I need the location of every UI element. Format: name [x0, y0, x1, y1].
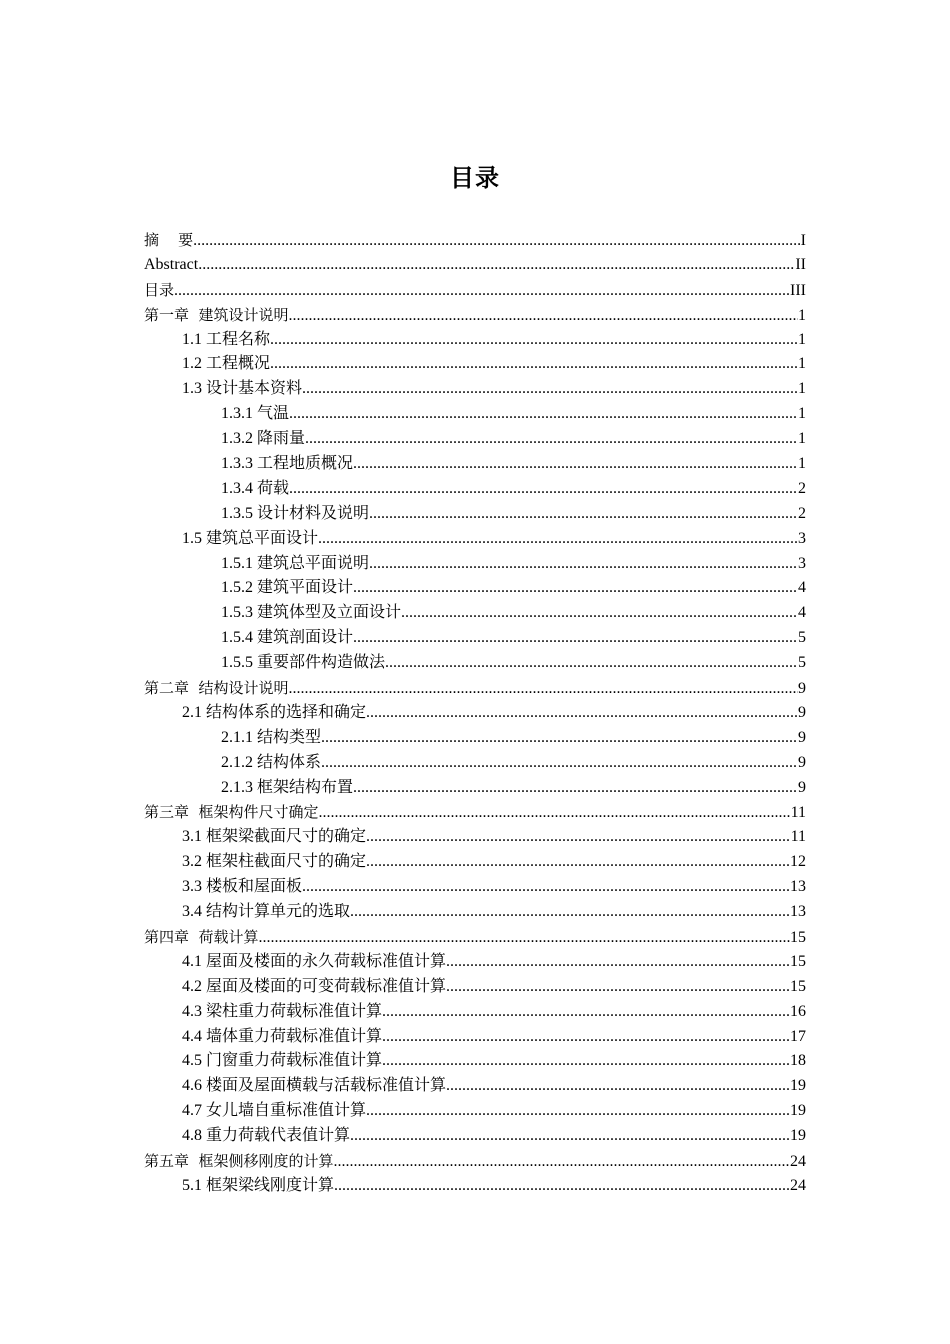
toc-entry-label: 1.5.2 建筑平面设计: [221, 579, 354, 597]
toc-dot-leader: [353, 776, 798, 801]
toc-page-number: 5: [798, 654, 806, 672]
toc-page-number: 9: [798, 703, 806, 721]
toc-dot-leader: [382, 1049, 790, 1074]
toc-dot-leader: [446, 975, 790, 1000]
toc-entry[interactable]: [144, 925, 806, 950]
toc-dot-leader: [318, 527, 798, 552]
toc-page-number: 9: [798, 753, 806, 771]
toc-entry-label: 1.5 建筑总平面设计: [182, 529, 319, 547]
toc-dot-leader: [319, 801, 791, 825]
toc-entry[interactable]: [144, 552, 806, 577]
toc-entry[interactable]: [144, 626, 806, 651]
toc-page-number: 4: [798, 604, 806, 622]
toc-entry[interactable]: [144, 825, 806, 850]
toc-dot-leader: [385, 651, 798, 676]
toc-entry[interactable]: [144, 1049, 806, 1074]
toc-page-number: 9: [798, 680, 806, 698]
toc-page-number: 4: [798, 579, 806, 597]
toc-page-number: 18: [790, 1052, 806, 1070]
toc-entry-label: 3.4 结构计算单元的选取: [182, 903, 351, 921]
toc-page-number: I: [800, 232, 806, 249]
toc-dot-leader: [302, 377, 798, 402]
toc-dot-leader: [353, 576, 798, 601]
toc-entry-label: 第四章 荷载计算: [144, 927, 259, 946]
toc-entry[interactable]: [144, 975, 806, 1000]
toc-entry-label: 1.5.3 建筑体型及立面设计: [221, 604, 402, 622]
toc-entry-label: Abstract: [144, 255, 199, 273]
toc-entry[interactable]: [144, 701, 806, 726]
toc-dot-leader: [350, 1124, 790, 1149]
toc-page-number: III: [790, 281, 806, 299]
toc-page-number: 19: [790, 1102, 806, 1120]
toc-entry-label: 3.3 楼板和屋面板: [182, 878, 303, 896]
toc-dot-leader: [350, 900, 790, 925]
toc-page-number: 2: [798, 479, 806, 497]
toc-page-number: 2: [798, 504, 806, 522]
toc-dot-leader: [289, 304, 798, 328]
toc-entry[interactable]: [144, 502, 806, 527]
toc-page-number: 1: [798, 380, 806, 398]
toc-entry-label: 2.1.2 结构体系: [221, 753, 322, 771]
toc-entry-label: 1.5.4 建筑剖面设计: [221, 629, 354, 647]
toc-entry[interactable]: [144, 726, 806, 751]
toc-entry[interactable]: [144, 427, 806, 452]
toc-dot-leader: [353, 452, 798, 477]
toc-entry-label: 第二章 结构设计说明: [144, 679, 289, 698]
toc-dot-leader: [289, 477, 798, 502]
toc-dot-leader: [270, 352, 798, 377]
toc-page-number: 1: [798, 455, 806, 473]
toc-entry[interactable]: [144, 303, 806, 328]
toc-entry-label: 2.1 结构体系的选择和确定: [182, 703, 367, 721]
toc-page-number: 17: [790, 1027, 806, 1045]
toc-page-number: 19: [790, 1127, 806, 1145]
toc-page-number: 16: [790, 1002, 806, 1020]
toc-entry-label: 5.1 框架梁线刚度计算: [182, 1176, 335, 1194]
toc-entry[interactable]: [144, 278, 806, 303]
toc-entry-label: 4.4 墙体重力荷载标准值计算: [182, 1027, 383, 1045]
toc-page-number: 1: [798, 306, 806, 324]
toc-entry[interactable]: [144, 576, 806, 601]
toc-page-number: 9: [798, 728, 806, 746]
toc-dot-leader: [369, 502, 798, 527]
toc-entry[interactable]: [144, 875, 806, 900]
toc-entry[interactable]: [144, 900, 806, 925]
toc-entry-label: 1.3.5 设计材料及说明: [221, 504, 370, 522]
toc-entry-label: 1.1 工程名称: [182, 330, 271, 348]
toc-entry[interactable]: [144, 751, 806, 776]
toc-entry[interactable]: [144, 477, 806, 502]
toc-page-number: 15: [790, 928, 806, 946]
toc-entry[interactable]: [144, 452, 806, 477]
toc-entry-label: 2.1.1 结构类型: [221, 728, 322, 746]
toc-page-number: 1: [798, 430, 806, 448]
toc-entry[interactable]: [144, 1174, 806, 1199]
toc-page-number: 1: [798, 355, 806, 373]
toc-entry-label: 目录: [144, 280, 175, 299]
toc-page-number: 9: [798, 778, 806, 796]
toc-entry-label: 1.3.2 降雨量: [221, 430, 306, 448]
toc-entry-label: 4.8 重力荷载代表值计算: [182, 1127, 351, 1145]
toc-entry-label: 4.1 屋面及楼面的永久荷载标准值计算: [182, 952, 447, 970]
toc-page-number: 11: [790, 804, 806, 822]
toc-page-number: 24: [790, 1152, 806, 1170]
toc-dot-leader: [366, 825, 791, 850]
toc-dot-leader: [353, 626, 798, 651]
toc-entry-label: 1.5.5 重要部件构造做法: [221, 654, 386, 672]
toc-dot-leader: [369, 552, 798, 577]
toc-entry-label: 3.2 框架柱截面尺寸的确定: [182, 853, 367, 871]
toc-entry[interactable]: [144, 1099, 806, 1124]
toc-dot-leader: [382, 1000, 790, 1025]
toc-dot-leader: [334, 1150, 790, 1174]
toc-dot-leader: [305, 427, 798, 452]
toc-entry[interactable]: [144, 253, 806, 278]
toc-dot-leader: [401, 601, 798, 626]
toc-dot-leader: [321, 751, 798, 776]
toc-page-number: 3: [798, 529, 806, 547]
toc-dot-leader: [302, 875, 790, 900]
page-title: 目录: [450, 164, 500, 192]
toc-entry-label: 摘 要: [144, 231, 194, 249]
toc-dot-leader: [198, 253, 795, 278]
toc-entry[interactable]: [144, 850, 806, 875]
toc-entry-label: 4.7 女儿墙自重标准值计算: [182, 1102, 367, 1120]
toc-page-number: 13: [790, 878, 806, 896]
toc-page-number: 3: [798, 554, 806, 572]
toc-entry-label: 第五章 框架侧移刚度的计算: [144, 1151, 334, 1170]
toc-entry[interactable]: [144, 651, 806, 676]
toc-entry[interactable]: [144, 352, 806, 377]
toc-dot-leader: [382, 1025, 790, 1050]
toc-page-number: 11: [790, 828, 806, 846]
toc-page-number: 19: [790, 1077, 806, 1095]
toc-entry[interactable]: [144, 950, 806, 975]
toc-entry[interactable]: [144, 527, 806, 552]
toc-entry-label: 1.3.4 荷载: [221, 479, 290, 497]
toc-dot-leader: [289, 677, 798, 701]
toc-entry-label: 2.1.3 框架结构布置: [221, 778, 354, 796]
toc-entry[interactable]: [144, 1124, 806, 1149]
toc-entry[interactable]: [144, 676, 806, 701]
toc-page-number: 15: [790, 977, 806, 995]
toc-dot-leader: [289, 402, 798, 427]
toc-entry-label: 第一章 建筑设计说明: [144, 305, 289, 324]
toc-entry-label: 1.3.3 工程地质概况: [221, 455, 354, 473]
toc-page-number: 15: [790, 952, 806, 970]
toc-page-number: 12: [790, 853, 806, 871]
toc-entry-label: 4.3 梁柱重力荷载标准值计算: [182, 1002, 383, 1020]
toc-dot-leader: [446, 950, 790, 975]
toc-page-number: 13: [790, 903, 806, 921]
toc-entry[interactable]: [144, 800, 806, 825]
toc-page-number: 24: [790, 1176, 806, 1194]
toc-dot-leader: [174, 279, 790, 303]
toc-dot-leader: [193, 229, 801, 253]
toc-entry-label: 1.3.1 气温: [221, 405, 290, 423]
toc-page-number: II: [795, 255, 806, 273]
toc-entry[interactable]: [144, 402, 806, 427]
toc-page-number: 5: [798, 629, 806, 647]
toc-entry[interactable]: [144, 1149, 806, 1174]
toc-dot-leader: [259, 926, 790, 950]
toc-entry[interactable]: [144, 328, 806, 353]
toc-dot-leader: [270, 328, 798, 353]
toc-dot-leader: [446, 1074, 790, 1099]
toc-entry-label: 第三章 框架构件尺寸确定: [144, 803, 319, 822]
toc-dot-leader: [366, 850, 790, 875]
toc-entry-label: 1.5.1 建筑总平面说明: [221, 554, 370, 572]
toc-entry[interactable]: [144, 377, 806, 402]
toc-entry[interactable]: [144, 1074, 806, 1099]
toc-entry[interactable]: [144, 1000, 806, 1025]
toc-entry-label: 1.3 设计基本资料: [182, 380, 303, 398]
toc-entry[interactable]: [144, 776, 806, 801]
toc-entry-label: 4.5 门窗重力荷载标准值计算: [182, 1052, 383, 1070]
toc-dot-leader: [334, 1174, 790, 1199]
table-of-contents: [144, 228, 806, 1199]
toc-entry[interactable]: [144, 228, 806, 253]
toc-dot-leader: [321, 726, 798, 751]
toc-entry[interactable]: [144, 601, 806, 626]
toc-entry-label: 1.2 工程概况: [182, 355, 271, 373]
toc-page-number: 1: [798, 330, 806, 348]
toc-entry-label: 3.1 框架梁截面尺寸的确定: [182, 828, 367, 846]
toc-dot-leader: [366, 1099, 790, 1124]
toc-entry-label: 4.2 屋面及楼面的可变荷载标准值计算: [182, 977, 447, 995]
toc-dot-leader: [366, 701, 798, 726]
toc-entry-label: 4.6 楼面及屋面横载与活载标准值计算: [182, 1077, 447, 1095]
toc-entry[interactable]: [144, 1025, 806, 1050]
toc-page-number: 1: [798, 405, 806, 423]
